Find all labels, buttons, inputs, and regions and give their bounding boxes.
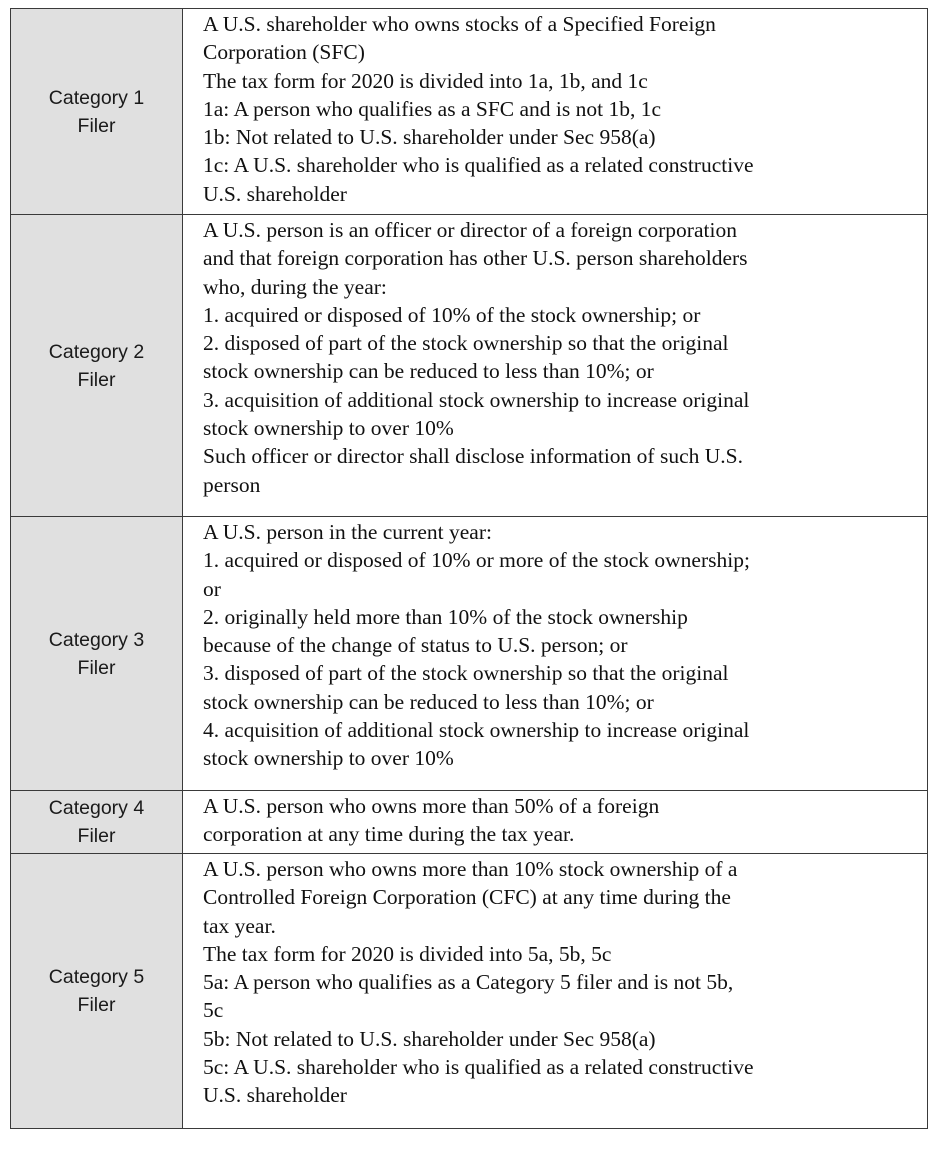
category-cell	[11, 791, 183, 854]
description-cell	[183, 9, 928, 215]
description-line: A U.S. person who owns more than 10% stock ownership of a	[203, 857, 738, 881]
description-line: 5a: A person who qualifies as a Category 5 filer and is not 5b,	[203, 970, 734, 995]
description-line: The tax form for 2020 is divided into 1a, 1b, and 1c	[203, 68, 648, 93]
table-body	[11, 9, 928, 1129]
description-line: 5b: Not related to U.S. shareholder under Sec 958(a)	[203, 1026, 656, 1051]
description-line: stock ownership to over 10%	[203, 746, 454, 771]
table-row	[11, 517, 928, 791]
category-cell	[11, 517, 183, 791]
description-line: A U.S. person is an officer or director of a foreign corporation	[203, 218, 737, 242]
description-line: stock ownership to over 10%	[203, 416, 454, 441]
description-line: tax year.	[203, 913, 276, 938]
description-line: stock ownership can be reduced to less than 10%; or	[203, 359, 654, 384]
description-line: The tax form for 2020 is divided into 5a, 5b, 5c	[203, 941, 612, 966]
category-label: Category 5	[48, 966, 145, 988]
description-line: 5c: A U.S. shareholder who is qualified as a related constructive	[203, 1055, 754, 1080]
description-line: person	[203, 472, 261, 497]
description-line: U.S. shareholder	[203, 1083, 347, 1108]
description-line: 2. disposed of part of the stock ownership so that the original	[203, 331, 729, 356]
description-line: U.S. shareholder	[203, 181, 347, 206]
category-label: Filer	[77, 656, 116, 679]
category-cell	[11, 854, 183, 1129]
description-line: A U.S. person who owns more than 50% of a foreign	[203, 794, 660, 818]
table-row	[11, 791, 928, 854]
description-line: or	[203, 576, 221, 601]
category-label: Category 2	[48, 340, 145, 363]
description-cell	[183, 517, 928, 791]
description-line: and that foreign corporation has other U.S. person shareholders	[203, 246, 748, 271]
category-label: Filer	[77, 114, 116, 137]
category-label: Category 1	[48, 86, 145, 109]
table-row	[11, 9, 928, 215]
description-cell	[183, 215, 928, 517]
description-cell	[183, 791, 928, 854]
description-line: Such officer or director shall disclose information of such U.S.	[203, 444, 743, 469]
description-line: Controlled Foreign Corporation (CFC) at any time during the	[203, 885, 731, 910]
filer-categories-table	[10, 8, 928, 1129]
description-line: A U.S. person in the current year:	[203, 520, 492, 544]
description-line: Corporation (SFC)	[203, 40, 365, 65]
description-line: 3. acquisition of additional stock ownership to increase original	[203, 387, 750, 412]
description-line: 1c: A U.S. shareholder who is qualified as a related constructive	[203, 153, 754, 178]
category-label: Category 4	[48, 797, 145, 819]
description-line: because of the change of status to U.S. person; or	[203, 633, 628, 658]
description-line: 1a: A person who qualifies as a SFC and is not 1b, 1c	[203, 96, 662, 121]
description-line: 1. acquired or disposed of 10% or more of the stock ownership;	[203, 548, 750, 573]
category-label: Filer	[77, 368, 116, 391]
table-row	[11, 215, 928, 517]
description-line: 4. acquisition of additional stock ownership to increase original	[203, 718, 750, 743]
description-line: 1b: Not related to U.S. shareholder under Sec 958(a)	[203, 125, 656, 150]
category-cell	[11, 9, 183, 215]
category-label: Category 3	[48, 628, 145, 651]
description-line: who, during the year:	[203, 274, 387, 299]
description-line: 3. disposed of part of the stock ownership so that the original	[203, 661, 729, 686]
description-line: 1. acquired or disposed of 10% of the stock ownership; or	[203, 302, 701, 327]
description-line: 5c	[203, 998, 224, 1023]
description-line: corporation at any time during the tax year.	[203, 822, 575, 847]
category-label: Filer	[77, 825, 116, 847]
description-line: 2. originally held more than 10% of the stock ownership	[203, 604, 688, 629]
description-cell	[183, 854, 928, 1129]
category-cell	[11, 215, 183, 517]
table-row	[11, 854, 928, 1129]
category-label: Filer	[77, 994, 116, 1016]
description-line: A U.S. shareholder who owns stocks of a Specified Foreign	[203, 12, 716, 36]
description-line: stock ownership can be reduced to less than 10%; or	[203, 689, 654, 714]
